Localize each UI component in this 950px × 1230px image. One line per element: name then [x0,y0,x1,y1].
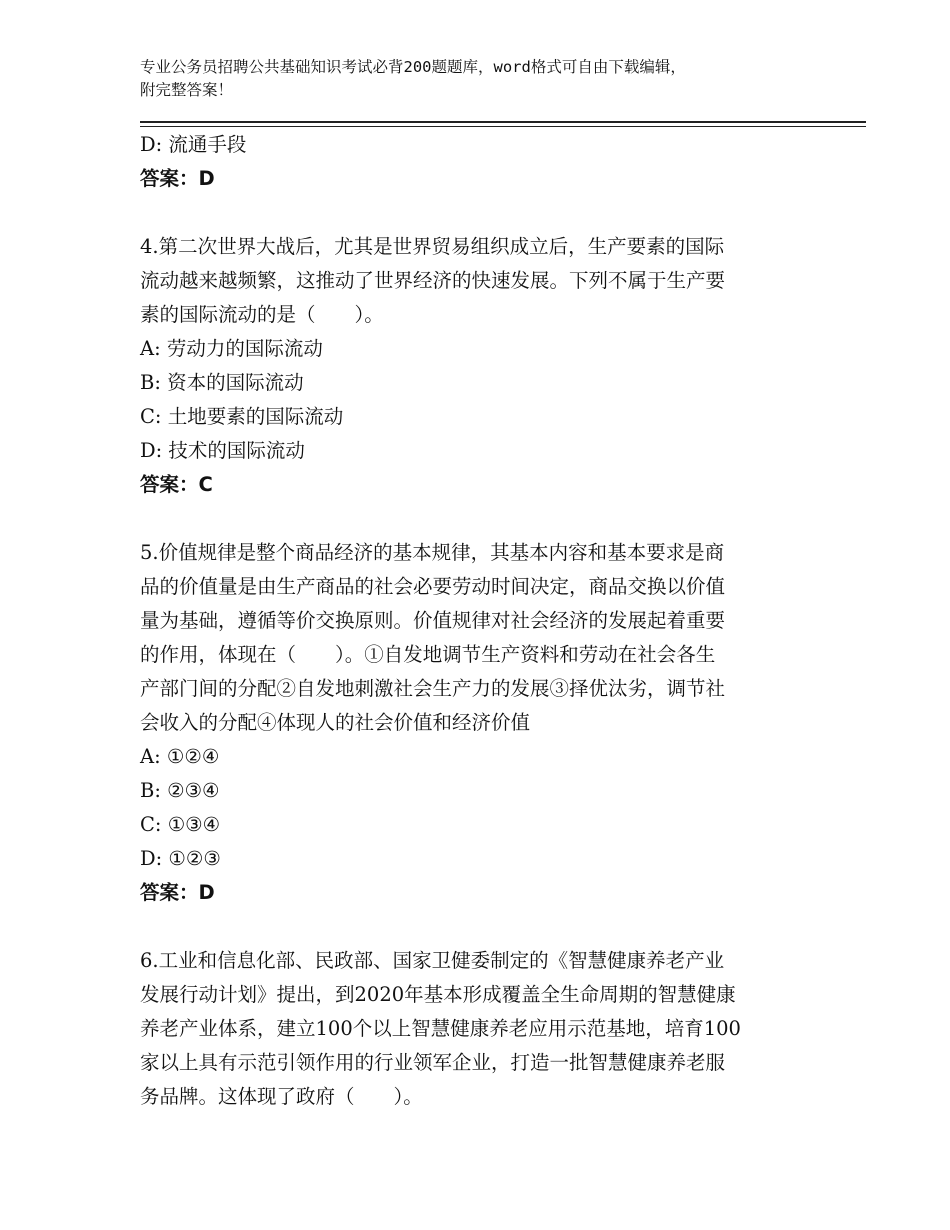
q5-answer: 答案：D [140,881,215,904]
q5-stem-line: 量为基础，遵循等价交换原则。价值规律对社会经济的发展起着重要 [140,609,726,632]
q3-answer: 答案：D [140,167,215,190]
q5-stem-line: 5.价值规律是整个商品经济的基本规律，其基本内容和基本要求是商 [140,541,725,564]
q4-stem-line: 4.第二次世界大战后，尤其是世界贸易组织成立后，生产要素的国际 [140,235,725,258]
q4-option-d: D: 技术的国际流动 [140,439,305,462]
q4-option-a: A: 劳动力的国际流动 [140,337,323,360]
q5-option-a: A: ①②④ [140,745,220,768]
header-rule-thick [140,121,866,123]
q5-option-b: B: ②③④ [140,779,220,802]
q4-stem-line: 素的国际流动的是（ ）。 [140,303,384,326]
q5-stem-line: 品的价值量是由生产商品的社会必要劳动时间决定，商品交换以价值 [140,575,726,598]
spacer [140,910,806,944]
q5-option-c: C: ①③④ [140,813,221,836]
spacer [140,196,806,230]
header-line-2: 附完整答案！ [140,81,234,99]
q5-option-d: D: ①②③ [140,847,221,870]
q4-answer: 答案：C [140,473,213,496]
q5-stem-line: 会收入的分配④体现人的社会价值和经济价值 [140,711,531,734]
q3-option-d: D: 流通手段 [140,133,247,156]
q4-stem [140,230,806,332]
q4-option-c: C: 土地要素的国际流动 [140,405,344,428]
q6-stem-line: 6.工业和信息化部、民政部、国家卫健委制定的《智慧健康养老产业 [140,949,725,972]
page-header [140,56,830,102]
q5-stem-line: 产部门间的分配②自发地刺激社会生产力的发展③择优汰劣，调节社 [140,677,726,700]
document-body [140,128,806,1114]
q6-stem-line: 家以上具有示范引领作用的行业领军企业，打造一批智慧健康养老服 [140,1051,726,1074]
header-rule-thin [140,126,866,127]
q5-stem [140,536,806,740]
q4-option-b: B: 资本的国际流动 [140,371,304,394]
q4-stem-line: 流动越来越频繁，这推动了世界经济的快速发展。下列不属于生产要 [140,269,726,292]
q6-stem-line: 发展行动计划》提出，到2020年基本形成覆盖全生命周期的智慧健康 [140,983,736,1006]
q6-stem-line: 养老产业体系，建立100个以上智慧健康养老应用示范基地，培育100 [140,1017,741,1040]
q6-stem-line: 务品牌。这体现了政府（ ）。 [140,1085,423,1108]
spacer [140,502,806,536]
q6-stem [140,944,806,1114]
q5-stem-line: 的作用，体现在（ ）。①自发地调节生产资料和劳动在社会各生 [140,643,716,666]
header-line-1: 专业公务员招聘公共基础知识考试必背200题题库，word格式可自由下载编辑， [140,58,686,76]
